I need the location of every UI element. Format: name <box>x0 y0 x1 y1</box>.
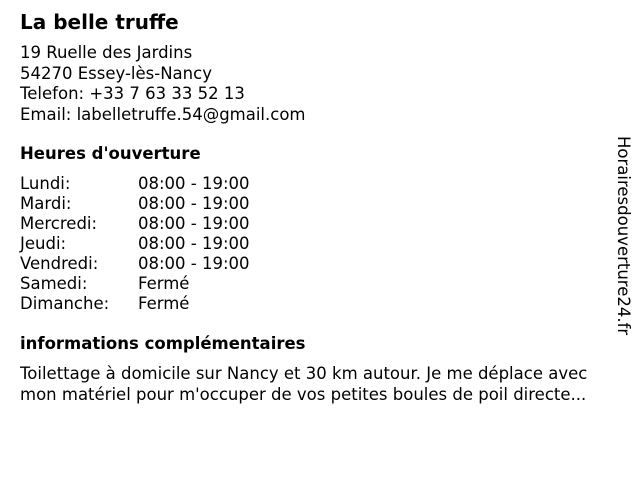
day-hours: 08:00 - 19:00 <box>138 254 250 273</box>
info-text-line: mon matériel pour m'occuper de vos petites boules de poil directe... <box>20 384 587 404</box>
info-text-line: Toilettage à domicile sur Nancy et 30 km autour. Je me déplace avec <box>20 364 588 383</box>
day-label: Vendredi: <box>20 254 99 273</box>
day-label: Lundi: <box>20 174 71 193</box>
site-watermark <box>612 136 634 346</box>
additional-info-heading: informations complémentaires <box>20 334 306 353</box>
address-block <box>20 43 306 125</box>
day-hours: 08:00 - 19:00 <box>138 234 250 253</box>
additional-info-text <box>20 364 620 405</box>
day-hours: 08:00 - 19:00 <box>138 174 250 193</box>
email-address: Email: labelletruffe.54@gmail.com <box>20 104 306 124</box>
day-label: Mardi: <box>20 194 72 213</box>
day-hours: Fermé <box>138 274 190 293</box>
city-address: 54270 Essey-lès-Nancy <box>20 63 212 83</box>
day-label: Mercredi: <box>20 214 98 233</box>
day-label: Dimanche: <box>20 294 110 313</box>
watermark-text: Horairesdouverture24.fr <box>614 136 633 336</box>
day-hours: 08:00 - 19:00 <box>138 194 250 213</box>
business-name: La belle truffe <box>20 10 179 34</box>
street-address: 19 Ruelle des Jardins <box>20 43 193 62</box>
day-label: Jeudi: <box>20 234 67 253</box>
day-hours: 08:00 - 19:00 <box>138 214 250 233</box>
phone-number: Telefon: +33 7 63 33 52 13 <box>20 84 245 103</box>
day-hours: Fermé <box>138 294 190 313</box>
day-label: Samedi: <box>20 274 88 293</box>
opening-hours-heading: Heures d'ouverture <box>20 144 201 163</box>
